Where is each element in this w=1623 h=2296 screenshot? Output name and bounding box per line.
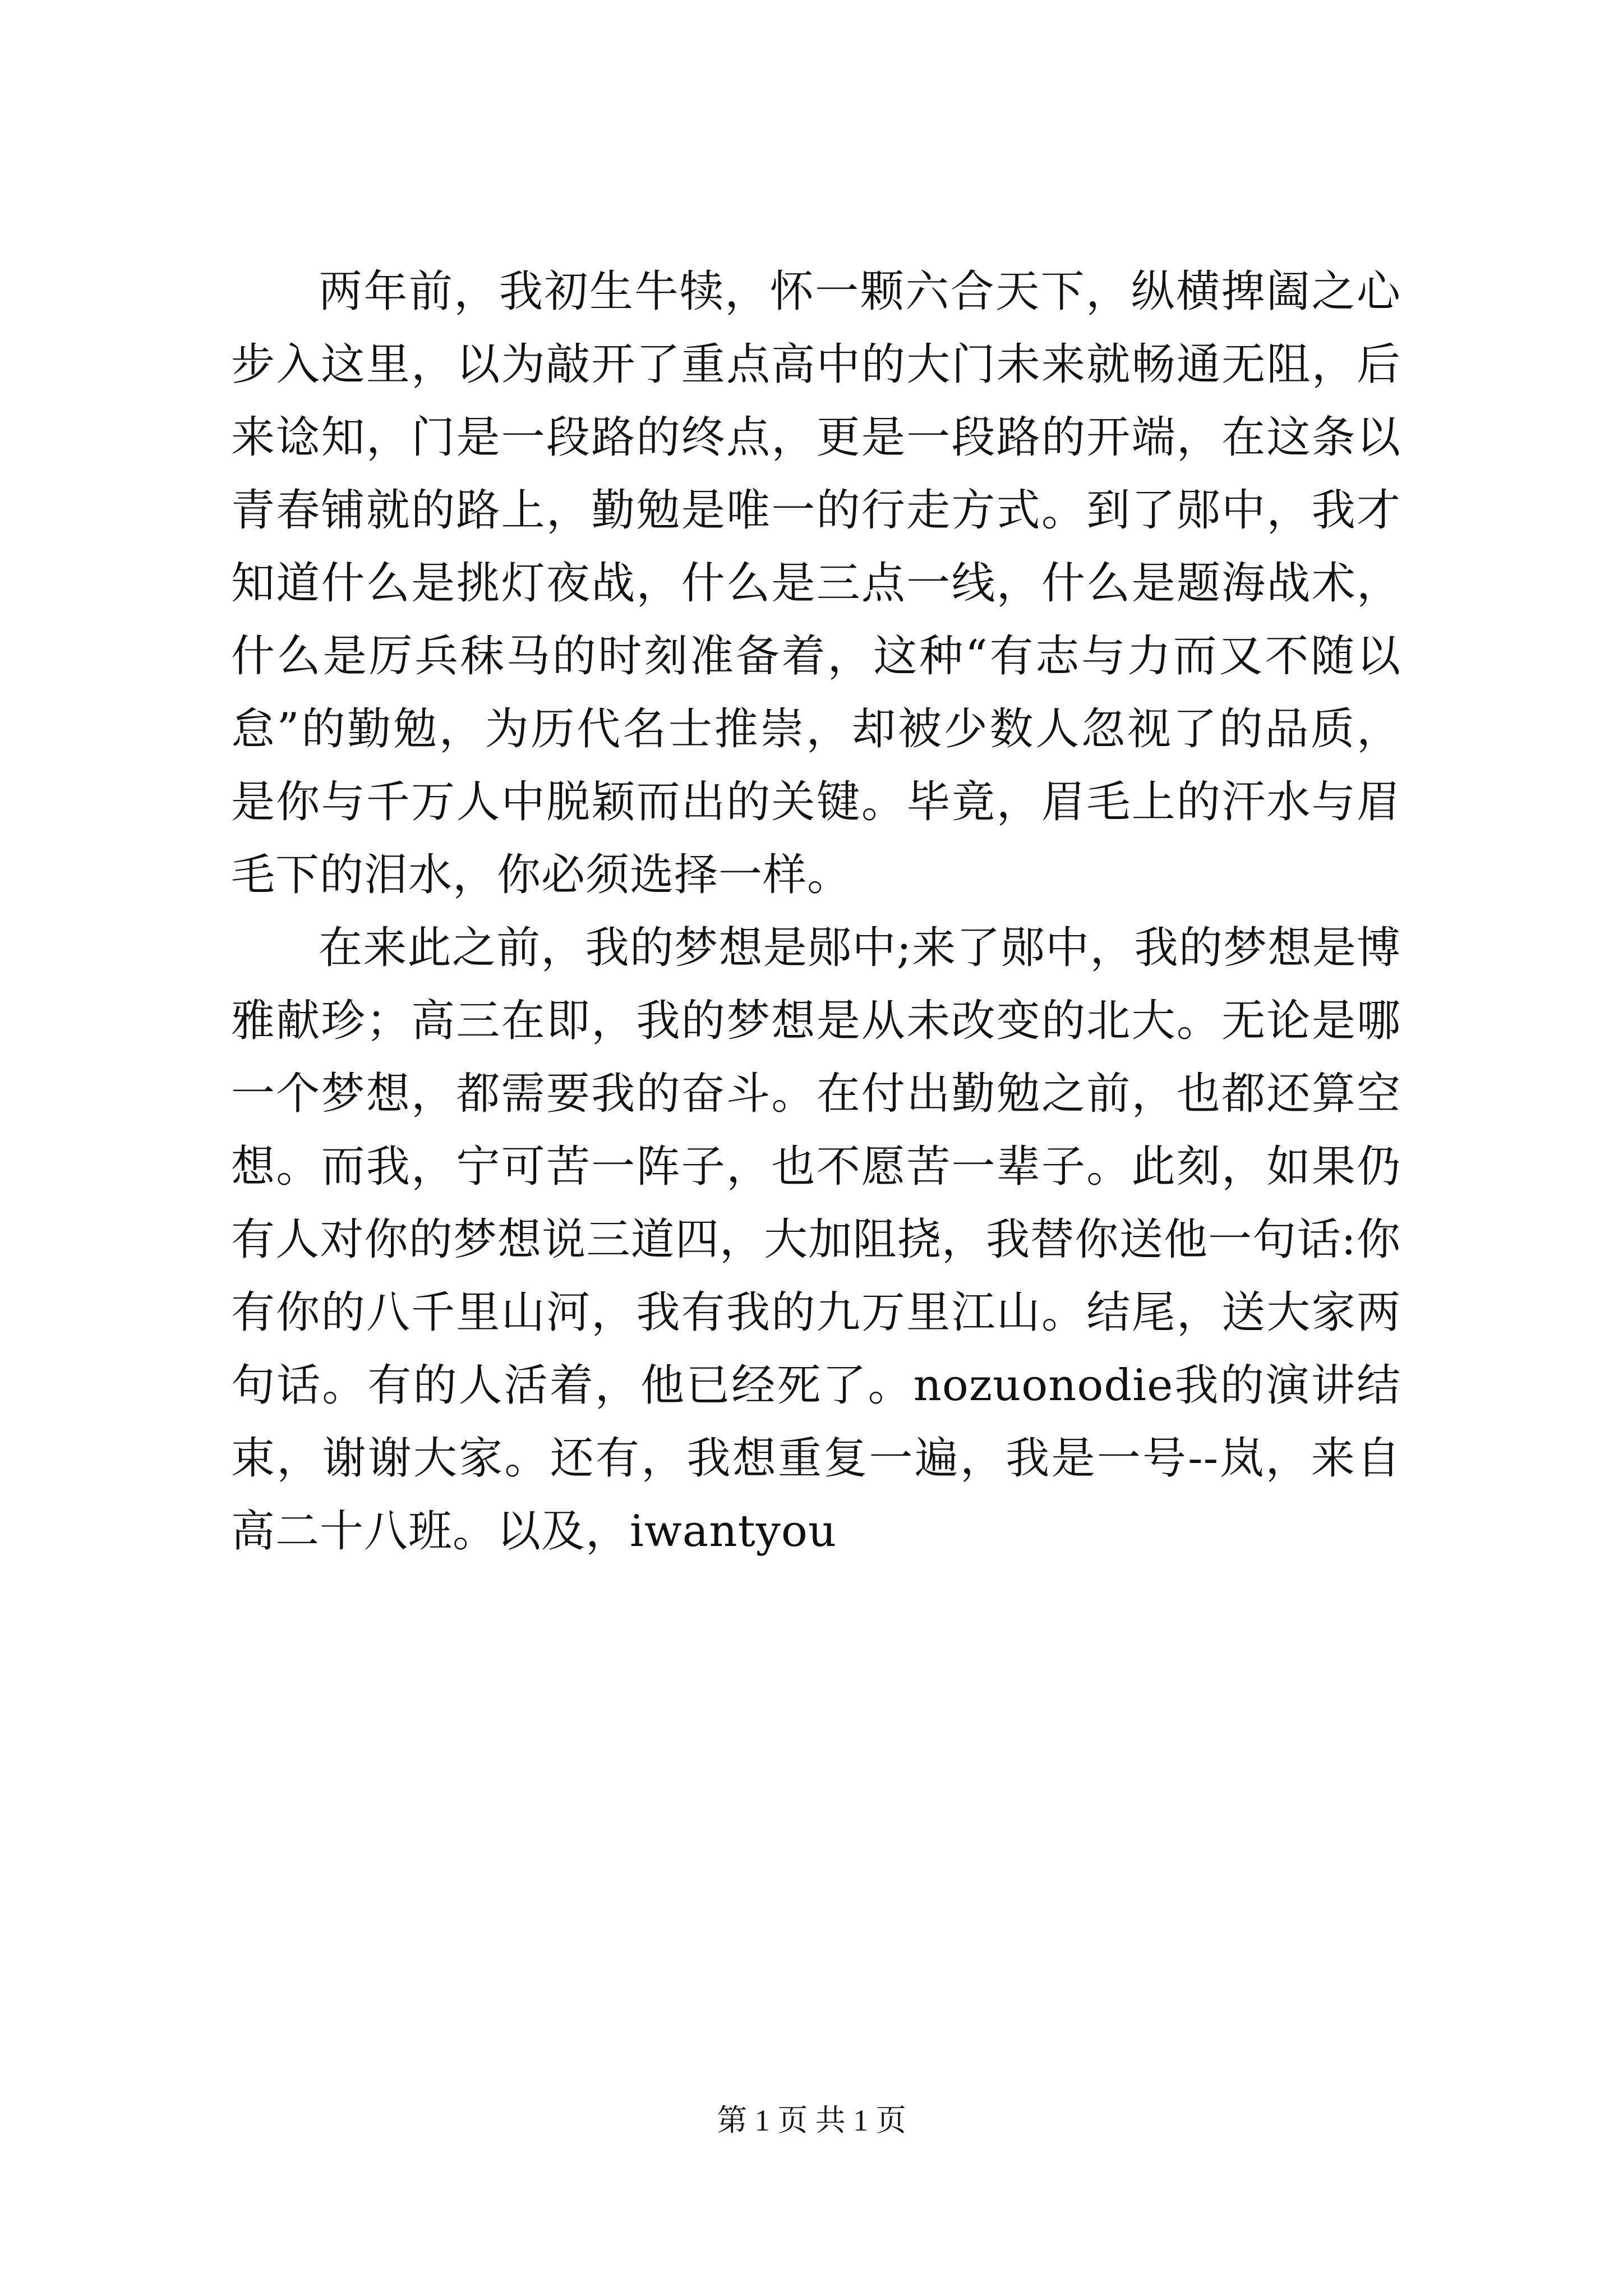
document-body — [231, 255, 1401, 1568]
paragraph-2: 在来此之前，我的梦想是郧中;来了郧中，我的梦想是博雅献珍；高三在即，我的梦想是从未改变的北大。无论是哪一个梦想，都需要我的奋斗。在付出勤勉之前，也都还算空想。而我，宁可苦一阵子，也不愿苦一辈子。此刻，如果仍有人对你的梦想说三道四，大加阻挠，我替你送他一句话:你有你的八千里山河，我有我的九万里江山。结尾，送大家两句话。有的人活着，他已经死了。nozuonodie我的演讲结束，谢谢大家。还有，我想重复一遍，我是一号--岚，来自高二十八班。以及，iwantyou — [231, 923, 1401, 1557]
paragraph-1: 两年前，我初生牛犊，怀一颗六合天下，纵横捭阖之心步入这里，以为敲开了重点高中的大门未来就畅通无阻，后来谂知，门是一段路的终点，更是一段路的开端，在这条以青春铺就的路上，勤勉是唯一的行走方式。到了郧中，我才知道什么是挑灯夜战，什么是三点一线，什么是题海战术，什么是厉兵秣马的时刻准备着，这种“有志与力而又不随以怠”的勤勉，为历代名士推崇，却被少数人忽视了的品质，是你与千万人中脱颖而出的关键。毕竟，眉毛上的汗水与眉毛下的泪水，你必须选择一样。 — [231, 266, 1401, 900]
page-footer: 第 1 页 共 1 页 — [717, 2104, 906, 2137]
